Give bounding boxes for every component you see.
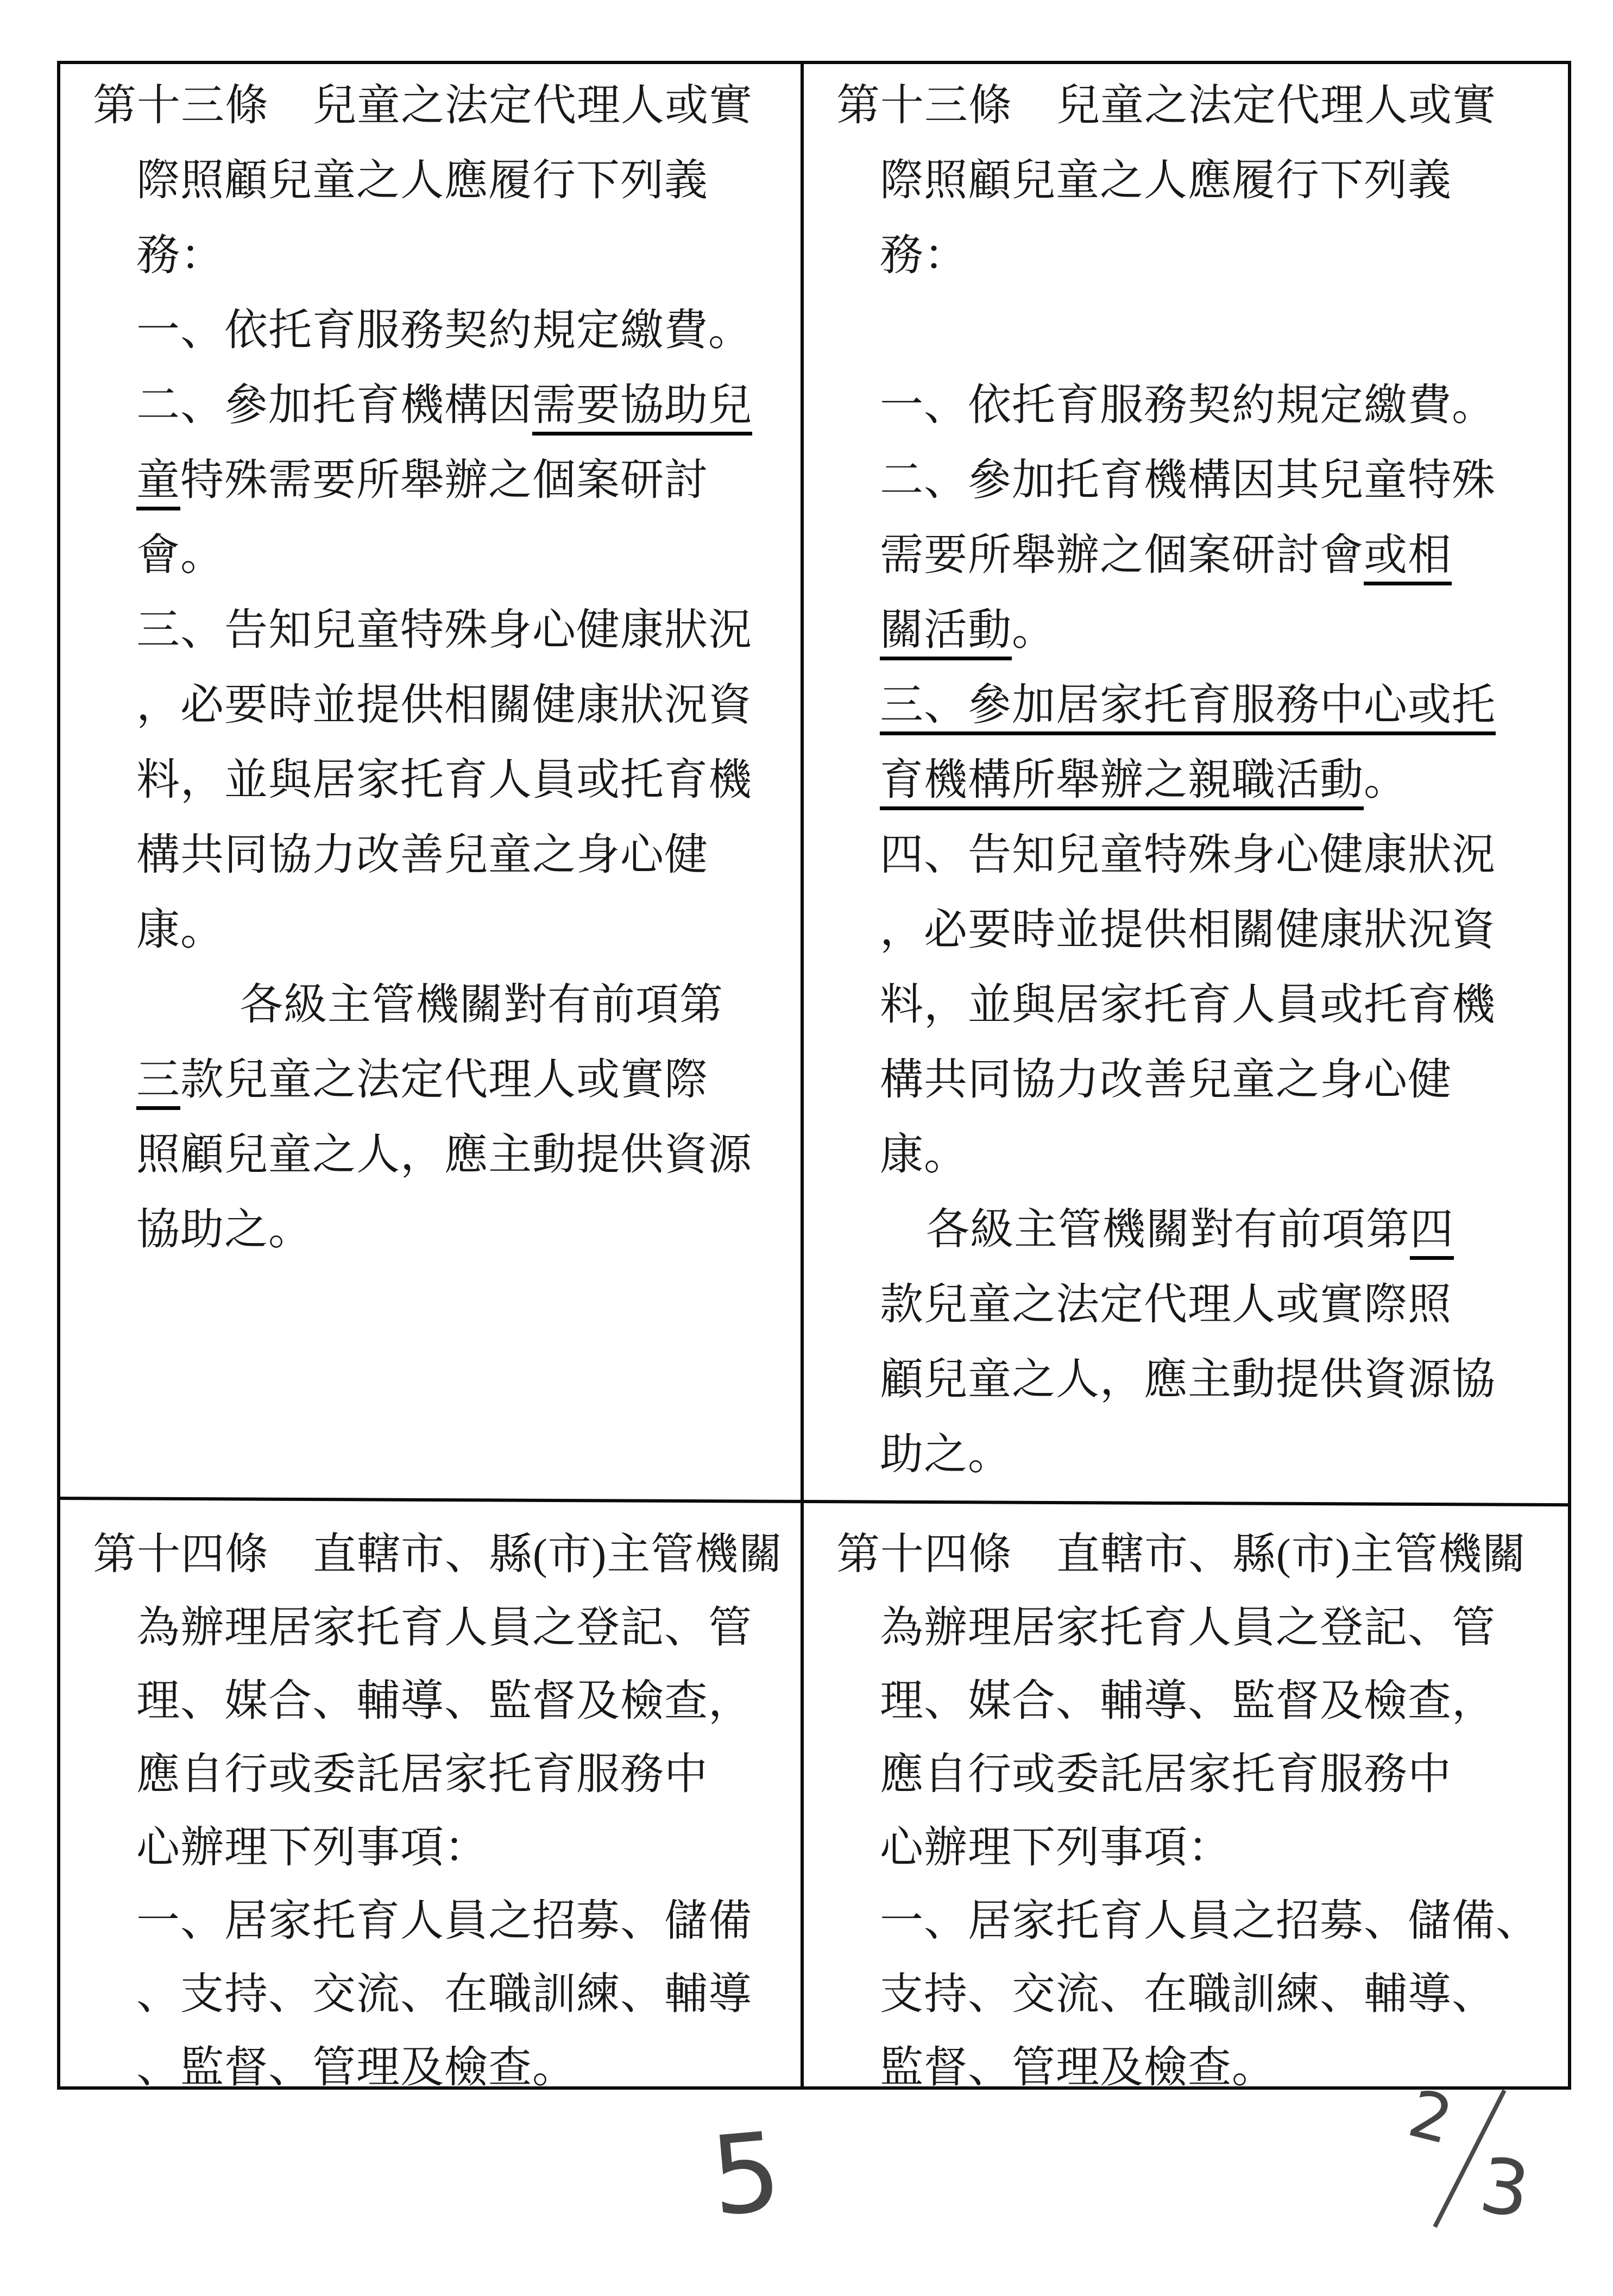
text-line xyxy=(60,1592,797,1665)
text-line xyxy=(804,1665,1571,1738)
text-line xyxy=(60,218,797,293)
text-segment: 。 xyxy=(1012,607,1056,654)
text-segment: 康。 xyxy=(880,1131,968,1179)
text-line xyxy=(60,593,797,668)
text-segment: 為辦理居家托育人員之登記、管 xyxy=(880,1604,1496,1652)
text-segment: ，必要時並提供相關健康狀況資 xyxy=(880,906,1496,954)
text-line xyxy=(60,1958,797,2032)
text-line xyxy=(60,1118,797,1193)
text-segment: 心辦理下列事項： xyxy=(136,1824,488,1872)
text-segment: 際照顧兒童之人應履行下列義 xyxy=(880,157,1452,205)
text-line xyxy=(60,68,797,143)
text-line xyxy=(60,818,797,893)
text-segment: 第十四條 直轄市、縣(市)主管機關 xyxy=(836,1531,1527,1579)
text-line xyxy=(804,668,1571,743)
text-line xyxy=(60,893,797,968)
text-segment: 料，並與居家托育人員或托育機 xyxy=(136,756,752,804)
handwritten-page-number: 5 xyxy=(706,2108,786,2241)
text-segment: ，必要時並提供相關健康狀況資 xyxy=(136,682,752,729)
text-segment: 構共同協力改善兒童之身心健 xyxy=(880,1056,1452,1104)
text-segment: 支持、交流、在職訓練、輔導、 xyxy=(880,1971,1496,2019)
text-segment: 一、依托育服務契約規定繳費。 xyxy=(880,382,1496,430)
text-line xyxy=(804,293,1571,368)
fraction-denominator: 3 xyxy=(1475,2141,1535,2236)
text-line xyxy=(60,1193,797,1267)
text-segment: 心辦理下列事項： xyxy=(880,1824,1232,1872)
text-line xyxy=(804,1885,1571,1958)
underlined-amendment-text: 三、參加居家托育服務中心或托 xyxy=(880,682,1496,735)
text-segment: 應自行或委託居家托育服務中 xyxy=(136,1751,708,1799)
comparison-table xyxy=(57,61,1571,2090)
text-segment: 理、媒合、輔導、監督及檢查， xyxy=(136,1677,752,1725)
text-segment: 一、居家托育人員之招募、儲備、 xyxy=(880,1897,1540,1945)
text-line xyxy=(60,293,797,368)
underlined-amendment-text: 或相 xyxy=(1364,532,1452,585)
cell-article13-right xyxy=(804,64,1571,1497)
text-line xyxy=(804,1267,1571,1342)
text-line xyxy=(804,1342,1571,1417)
text-segment: 構共同協力改善兒童之身心健 xyxy=(136,831,708,879)
text-segment: 料，並與居家托育人員或托育機 xyxy=(880,981,1496,1029)
text-line xyxy=(60,2032,797,2105)
text-segment: 務： xyxy=(880,232,968,280)
text-segment: 各級主管機關對有前項第 xyxy=(240,981,723,1029)
text-segment: 特殊需要所舉辦之個案研討 xyxy=(180,457,708,504)
text-segment: 照顧兒童之人，應主動提供資源 xyxy=(136,1131,752,1179)
text-segment: 款兒童之法定代理人或實際 xyxy=(180,1056,708,1104)
underlined-amendment-text: 育機構所舉辦之親職活動 xyxy=(880,756,1364,810)
text-line xyxy=(60,668,797,743)
text-line xyxy=(804,1193,1571,1267)
text-segment: 為辦理居家托育人員之登記、管 xyxy=(136,1604,752,1652)
text-line xyxy=(60,1665,797,1738)
text-line xyxy=(804,1812,1571,1885)
text-line xyxy=(804,1958,1571,2032)
text-line xyxy=(60,1812,797,1885)
text-line xyxy=(804,68,1571,143)
underlined-amendment-text: 童 xyxy=(136,457,180,510)
text-line xyxy=(804,893,1571,968)
text-line xyxy=(804,593,1571,668)
fraction-numerator: 2 xyxy=(1401,2076,1460,2160)
text-line xyxy=(804,1592,1571,1665)
text-line xyxy=(60,1043,797,1118)
text-segment: 會。 xyxy=(136,532,224,579)
column-divider xyxy=(801,64,804,2086)
text-line xyxy=(804,1043,1571,1118)
text-line xyxy=(804,218,1571,293)
text-segment: 、支持、交流、在職訓練、輔導 xyxy=(136,1971,752,2019)
text-line xyxy=(60,1738,797,1812)
text-segment: 四、告知兒童特殊身心健康狀況 xyxy=(880,831,1496,879)
text-segment: 款兒童之法定代理人或實際照 xyxy=(880,1281,1452,1329)
cell-article14-right xyxy=(804,1500,1571,2090)
text-segment: 一、依托育服務契約規定繳費。 xyxy=(136,307,752,355)
text-segment: 三、告知兒童特殊身心健康狀況 xyxy=(136,607,752,654)
text-line xyxy=(804,743,1571,818)
text-segment: 理、媒合、輔導、監督及檢查， xyxy=(880,1677,1496,1725)
text-segment: 應自行或委託居家托育服務中 xyxy=(880,1751,1452,1799)
text-line xyxy=(804,143,1571,218)
text-line xyxy=(60,443,797,518)
text-line xyxy=(60,143,797,218)
text-segment: 二、參加托育機構因其兒童特殊 xyxy=(880,457,1496,504)
cell-article14-left xyxy=(60,1500,797,2090)
underlined-amendment-text: 三 xyxy=(136,1056,180,1110)
text-line xyxy=(804,1738,1571,1812)
text-line xyxy=(60,743,797,818)
text-segment: 協助之。 xyxy=(136,1206,312,1254)
text-segment: 第十三條 兒童之法定代理人或實 xyxy=(836,82,1496,130)
text-segment: 顧兒童之人，應主動提供資源協 xyxy=(880,1356,1496,1404)
text-line xyxy=(804,1417,1571,1492)
text-segment: 一、居家托育人員之招募、儲備 xyxy=(136,1897,752,1945)
text-line xyxy=(60,1518,797,1592)
text-line xyxy=(804,1118,1571,1193)
underlined-amendment-text: 四 xyxy=(1410,1206,1454,1260)
text-line xyxy=(804,1518,1571,1592)
text-segment: 各級主管機關對有前項第 xyxy=(926,1206,1410,1254)
text-segment: 需要所舉辦之個案研討會 xyxy=(880,532,1364,579)
text-segment: 。 xyxy=(1364,756,1408,804)
text-line xyxy=(60,1885,797,1958)
text-segment: 第十三條 兒童之法定代理人或實 xyxy=(93,82,753,130)
underlined-amendment-text: 需要協助兒 xyxy=(532,382,752,436)
text-line xyxy=(804,818,1571,893)
text-line xyxy=(804,518,1571,593)
handwritten-fraction-mark xyxy=(1401,2078,1570,2246)
text-segment: 監督、管理及檢查。 xyxy=(880,2044,1276,2092)
text-segment: 二、參加托育機構因 xyxy=(136,382,532,430)
text-line xyxy=(60,518,797,593)
underlined-amendment-text: 關活動 xyxy=(880,607,1012,660)
text-segment: 務： xyxy=(136,232,224,280)
text-line xyxy=(804,443,1571,518)
text-line xyxy=(60,968,797,1043)
text-segment: 際照顧兒童之人應履行下列義 xyxy=(136,157,708,205)
text-segment: 、監督、管理及檢查。 xyxy=(136,2044,576,2092)
text-segment: 第十四條 直轄市、縣(市)主管機關 xyxy=(93,1531,783,1579)
text-segment: 康。 xyxy=(136,906,224,954)
text-line xyxy=(60,368,797,443)
text-segment: 助之。 xyxy=(880,1431,1012,1479)
cell-article13-left xyxy=(60,64,797,1497)
text-line xyxy=(804,968,1571,1043)
text-line xyxy=(804,368,1571,443)
